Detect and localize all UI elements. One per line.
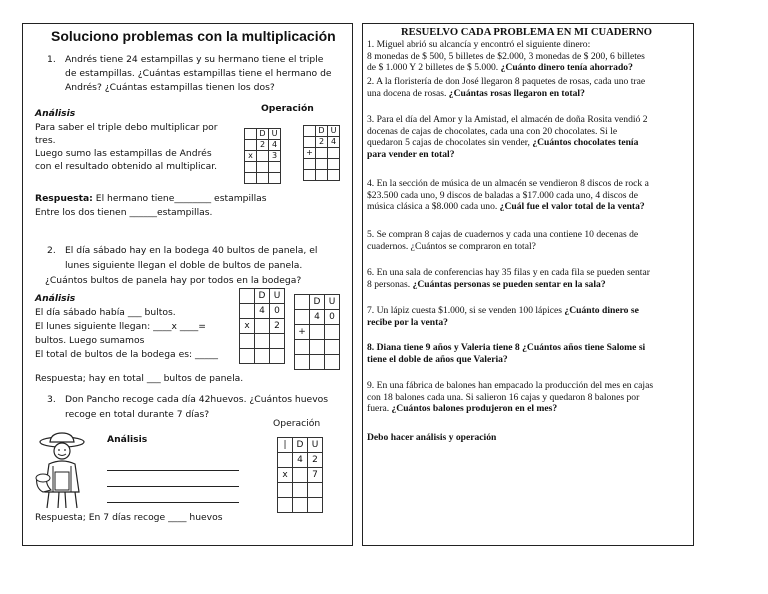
right-worksheet-panel (362, 23, 694, 546)
p1-answer-line2: Entre los dos tienen ______estampillas. (35, 207, 213, 218)
p1-operation-grid-multiply (244, 128, 281, 184)
q3-line3 (367, 137, 691, 149)
grid-cell: 3 (269, 151, 281, 162)
p1-analysis-line2: tres. (35, 135, 56, 146)
p2-number: 2. (47, 245, 56, 256)
grid-cell: 4 (255, 304, 270, 319)
problem-2 (367, 76, 691, 99)
problem-3 (367, 114, 691, 160)
q7-question: ¿Cuánto dinero se (564, 305, 639, 316)
farmer-illustration (31, 432, 93, 510)
q2-line1: 2. A la floristería de don José llegaron 8 paquetes de rosas, cada uno trae (367, 76, 646, 87)
q4-question: ¿Cuál fue el valor total de la venta? (499, 201, 645, 213)
grid-cell: 2 (270, 319, 285, 334)
grid-divider: | (278, 438, 293, 453)
q7-line1 (367, 305, 691, 317)
p2-operation-grid-multiply (239, 288, 285, 364)
q9-question: ¿Cuántos balones produjeron en el mes? (391, 403, 558, 415)
grid-header-d: D (255, 289, 270, 304)
p2-operation-grid-sum (294, 294, 340, 370)
q1-question: ¿Cuánto dinero tenía ahorrado? (500, 62, 633, 74)
grid-cell: 2 (308, 453, 323, 468)
q9-line1: 9. En una fábrica de balones han empacado la producción del mes en cajas (367, 380, 654, 391)
q4-line3-text: música clásica a $8.000 cada uno. (367, 201, 500, 213)
p3-text-line1: Don Pancho recoge cada día 42huevos. ¿Cuántos huevos (65, 394, 329, 405)
p2-text-line2: lunes siguiente llegan el doble de bultos de panela. (65, 260, 303, 271)
grid-header-u: U (269, 129, 281, 140)
q8-line1: 8. Diana tiene 9 años y Valeria tiene 8 ¿Cuántos años tiene Salome si (367, 342, 646, 353)
q1-line3 (367, 62, 691, 74)
p1-operation-grid-sum (303, 125, 340, 181)
p1-text-line2: de estampillas. ¿Cuántas estampillas tiene el hermano de (65, 68, 332, 79)
p2-analysis-line3: bultos. Luego sumamos (35, 335, 145, 346)
p3-number: 3. (47, 394, 56, 405)
p1-analysis-line3: Luego sumo las estampillas de Andrés (35, 148, 212, 159)
q9-line2: con 18 balones cada una. Si salieron 16 cajas y quedaron 8 balones por (367, 391, 640, 403)
problem-4 (367, 178, 691, 213)
grid-cell: 4 (328, 137, 340, 148)
grid-operator: + (304, 148, 316, 159)
grid-header-d: D (257, 129, 269, 140)
p1-analysis-line1: Para saber el triple debo multiplicar por (35, 122, 218, 133)
q9-line3 (367, 403, 691, 415)
p3-operation-grid (277, 437, 323, 513)
q1-line3-text: de $ 1.000 Y 2 billetes de $ 5.000. (367, 62, 501, 74)
grid-header-u: U (270, 289, 285, 304)
grid-operator: + (295, 325, 310, 340)
p1-answer-line1: El hermano tiene________ estampillas (92, 193, 267, 204)
grid-header-d: D (293, 438, 308, 453)
problem-5 (367, 229, 691, 252)
p3-answer-line: Respuesta; En 7 días recoge ____ huevos (35, 512, 223, 523)
grid-operator: x (240, 319, 255, 334)
p1-text-line1: Andrés tiene 24 estampillas y su hermano tiene el triple (65, 54, 324, 65)
p2-analysis-line1: El día sábado había ___ bultos. (35, 307, 176, 318)
p1-analysis-label: Análisis (35, 108, 76, 119)
p3-answer-blank-line[interactable] (107, 488, 239, 507)
q3-line2: docenas de cajas de chocolates, cada una con 20 chocolates. Si le (367, 125, 618, 137)
q9-line3-text: fuera. (367, 403, 392, 415)
grid-operator: x (278, 468, 293, 483)
grid-header-d: D (316, 126, 328, 137)
q2-question: ¿Cuántas rosas llegaron en total? (448, 87, 585, 99)
p1-answer-label: Respuesta: (35, 193, 93, 204)
q5-line1: 5. Se compran 8 cajas de cuadernos y cada una contiene 10 decenas de (367, 229, 639, 240)
problem-8 (367, 342, 691, 365)
p2-analysis-label: Análisis (35, 293, 76, 304)
q2-line2-text: una docena de rosas. (367, 87, 449, 99)
p3-operation-label: Operación (273, 418, 321, 429)
q3-question-cont: para vender en total? (367, 148, 455, 160)
q7-question-cont: recibe por la venta? (367, 316, 448, 328)
grid-cell: 7 (308, 468, 323, 483)
q4-line1: 4. En la sección de música de un almacén se vendieron 8 discos de rock a (367, 178, 649, 189)
problem-9 (367, 380, 691, 415)
right-title: RESUELVO CADA PROBLEMA EN MI CUADERNO (401, 27, 653, 38)
p2-analysis-line4: El total de bultos de la bodega es: _____ (35, 349, 219, 360)
grid-operator: x (245, 151, 257, 162)
p1-operation-label: Operación (261, 103, 314, 114)
p3-analysis-label: Análisis (107, 434, 148, 445)
grid-cell: 0 (270, 304, 285, 319)
grid-cell: 2 (316, 137, 328, 148)
p3-text-line2: recoge en total durante 7 días? (65, 409, 210, 420)
q3-line3-text: quedaron 5 cajas de chocolates sin vender, (367, 137, 533, 149)
problem-1 (367, 39, 691, 74)
q2-line2 (367, 88, 691, 100)
q8-line2: tiene el doble de años que Valeria? (367, 353, 508, 365)
q4-line2: $23.500 cada uno, 9 discos de baladas a $17.000 cada uno, 4 discos de (367, 189, 638, 201)
closing-instruction: Debo hacer análisis y operación (367, 432, 497, 443)
p2-text-line1: El día sábado hay en la bodega 40 bultos de panela, el (65, 245, 318, 256)
q1-line2: 8 monedas de $ 500, 5 billetes de $2.000, 3 monedas de $ 200, 6 billetes (367, 50, 645, 62)
q6-line1: 6. En una sala de conferencias hay 35 filas y en cada fila se pueden sentar (367, 267, 650, 278)
grid-cell: 2 (257, 140, 269, 151)
grid-header-u: U (325, 295, 340, 310)
q7-line1-text: 7. Un lápiz cuesta $1.000, si se venden 100 lápices (367, 305, 565, 316)
q6-line2-text: 8 personas. (367, 278, 413, 290)
grid-header-u: U (328, 126, 340, 137)
p2-analysis-line2: El lunes siguiente llegan: ____x ____= (35, 321, 206, 332)
problem-6 (367, 267, 691, 290)
q4-line3 (367, 201, 691, 213)
q5-line2: cuadernos. ¿Cuántos se compraron en total? (367, 240, 536, 252)
p1-answer (35, 193, 267, 205)
grid-header-u: U (308, 438, 323, 453)
grid-cell: 4 (269, 140, 281, 151)
left-title: Soluciono problemas con la multiplicación (51, 28, 336, 44)
p2-answer-line: Respuesta; hay en total ___ bultos de panela. (35, 373, 244, 384)
p1-number: 1. (47, 54, 56, 65)
grid-header-d: D (310, 295, 325, 310)
grid-cell: 0 (325, 310, 340, 325)
q3-line1: 3. Para el día del Amor y la Amistad, el almacén de doña Rosita vendió 2 (367, 114, 648, 125)
q1-line1: 1. Miguel abrió su alcancía y encontró el siguiente dinero: (367, 39, 591, 50)
q6-question: ¿Cuántas personas se pueden sentar en la sala? (412, 278, 606, 290)
grid-cell: 4 (293, 453, 308, 468)
p2-text-line3: ¿Cuántos bultos de panela hay por todos en la bodega? (45, 275, 302, 286)
p1-text-line3: Andrés? ¿Cuántas estampillas tienen los dos? (65, 82, 275, 93)
grid-cell: 4 (310, 310, 325, 325)
problem-7 (367, 305, 691, 328)
q3-question: ¿Cuántos chocolates tenía (532, 137, 639, 149)
p1-analysis-line4: con el resultado obtenido al multiplicar. (35, 161, 218, 172)
q6-line2 (367, 279, 691, 291)
left-worksheet-panel (22, 23, 353, 546)
